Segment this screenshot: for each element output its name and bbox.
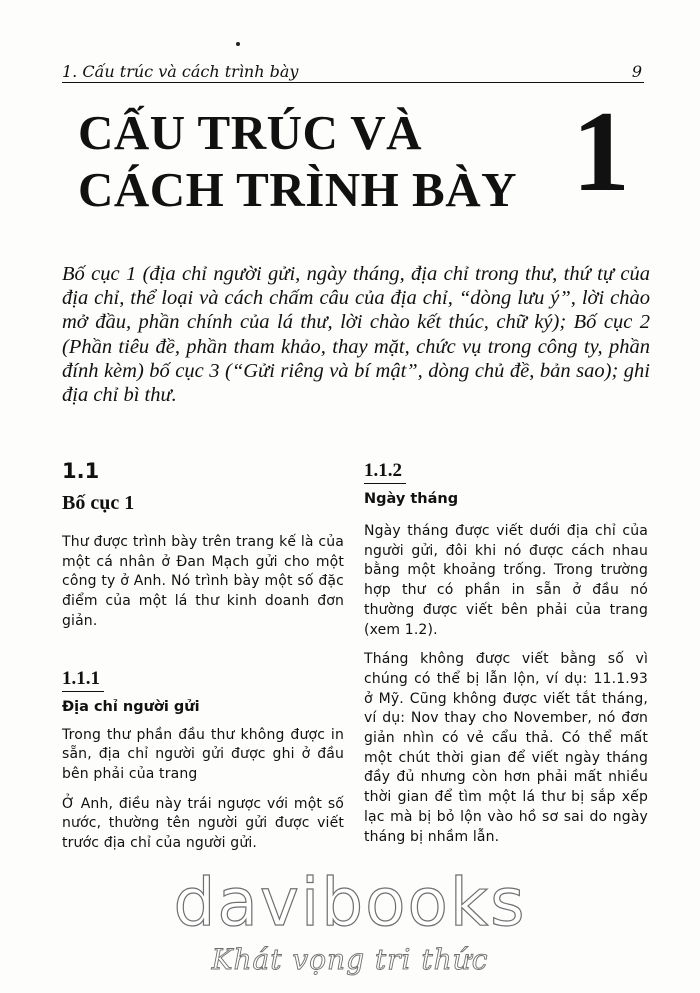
paragraph: Ở Anh, điều này trái ngược với một số nước, thường tên người gửi được viết trước địa chỉ của người gửi. (62, 795, 344, 852)
watermark-slogan: Khát vọng tri thức (211, 943, 489, 976)
chapter-title-line-2: CÁCH TRÌNH BÀY (78, 162, 517, 217)
paragraph: Tháng không được viết bằng số vì chúng có thể bị lẫn lộn, ví dụ: 11.1.93 ở Mỹ. Cũng không được viết tắt tháng, ví dụ: Nov thay cho November, nó đơn giản nhìn có vẻ cẩu thả. Có thể mất một chút thời gian để viết ngày tháng đầy đủ nhưng còn hơn phải mất nhiều thời gian để tìm một lá thư bị sắp xếp lạc mà bị bỏ lộn vào hồ sơ sai do ngày tháng bị nhầm lẫn. (364, 651, 648, 845)
running-head (62, 60, 644, 83)
right-column (364, 460, 648, 857)
left-column (62, 458, 344, 864)
watermark (150, 864, 550, 976)
chapter-number: 1 (572, 88, 630, 216)
subsection-title-date: Ngày tháng (364, 491, 459, 507)
chapter-title-line-1: CẤU TRÚC VÀ (78, 105, 423, 160)
chapter-title (78, 104, 517, 218)
watermark-brand: davibooks (173, 864, 527, 941)
paragraph: Trong thư phần đầu thư không được in sẵn, địa chỉ người gửi được ghi ở đầu bên phải của trang (62, 726, 344, 782)
subsection-number-1-1-1: 1.1.1 (62, 668, 104, 692)
subsection-number-1-1-2: 1.1.2 (364, 460, 406, 484)
section-title: Bố cục 1 (62, 492, 135, 514)
section-number: 1.1 (62, 459, 100, 483)
subsection-title-sender-address: Địa chỉ người gửi (62, 698, 200, 715)
running-head-title: 1. Cấu trúc và cách trình bày (62, 62, 299, 81)
page-number: 9 (631, 62, 642, 81)
chapter-abstract: Bố cục 1 (địa chỉ người gửi, ngày tháng, địa chỉ trong thư, thứ tự của địa chỉ, thể loại và cách chấm câu của địa chỉ, “dòng lưu ý”, lời chào mở đầu, phần chính của lá thư, lời chào kết thúc, chữ ký); Bố cục 2 (Phần tiêu đề, phần tham khảo, thay mặt, chức vụ trong công ty, phần đính kèm) bố cục 3 (“Gửi riêng và bí mật”, dòng chủ đề, bản sao); ghi địa chỉ bì thư. (62, 263, 650, 407)
paragraph: Ngày tháng được viết dưới địa chỉ của người gửi, đôi khi nó được cách nhau bằng một khoảng trống. Trong trường hợp thư có phần in sẵn ở đầu nó thường được viết bên phải của trang (xem 1.2). (364, 523, 648, 638)
section-paragraph: Thư được trình bày trên trang kế là của một cá nhân ở Đan Mạch gửi cho một công ty ở Anh. Nó trình bày một số đặc điểm của một lá thư kinh doanh đơn giản. (62, 534, 344, 629)
print-speck (236, 42, 240, 46)
